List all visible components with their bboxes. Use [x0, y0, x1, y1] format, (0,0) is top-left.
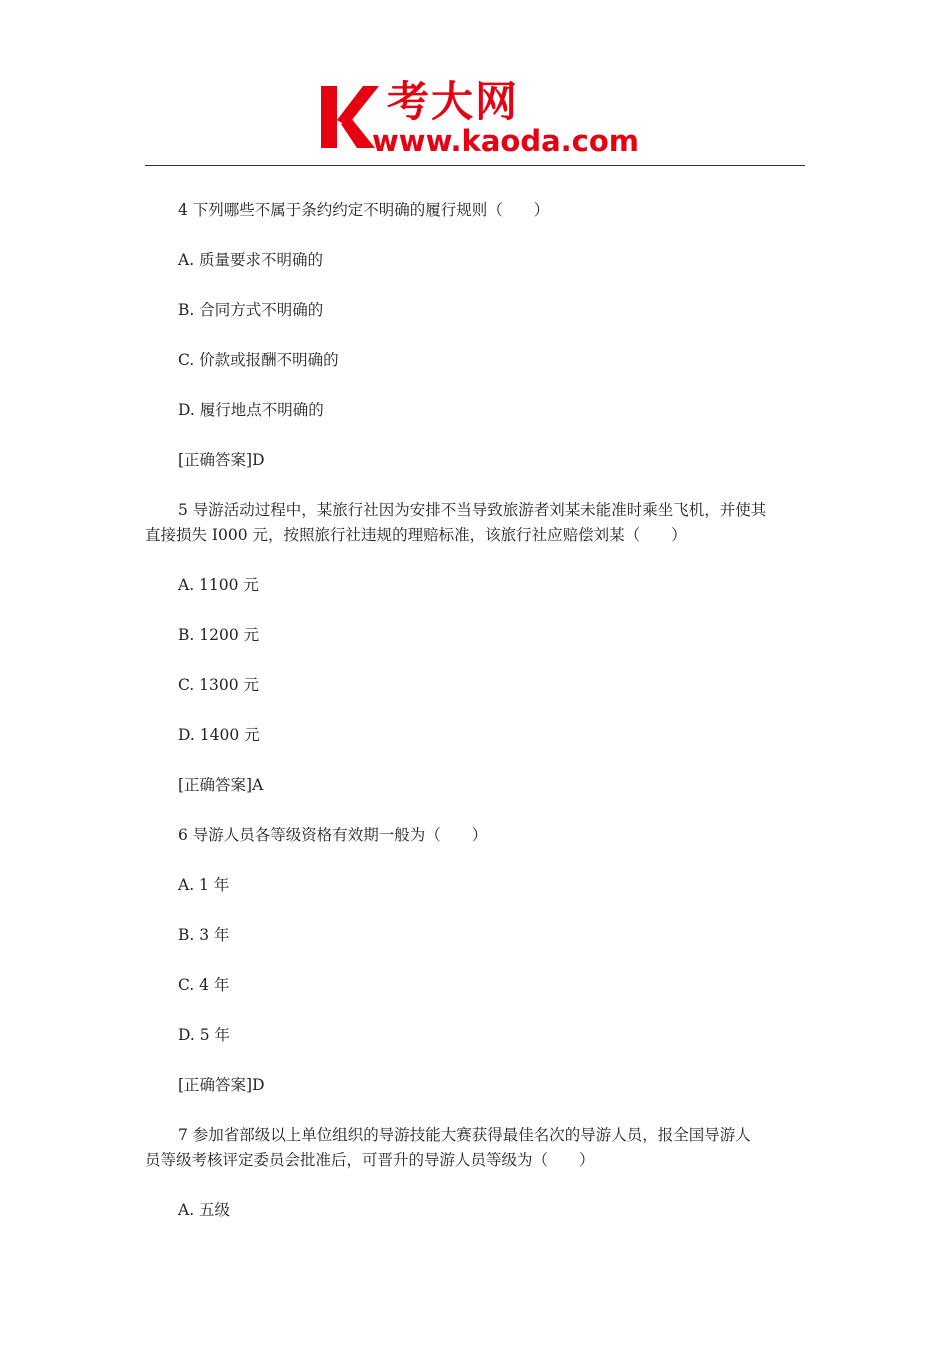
- question-5-option-d: D. 1400 元: [178, 726, 260, 744]
- question-6-option-d: D. 5 年: [178, 1026, 231, 1044]
- page-header: [145, 78, 805, 168]
- question-7-stem: [145, 1123, 807, 1173]
- document-body: [145, 198, 807, 1248]
- question-5-stem-line1: 5 导游活动过程中，某旅行社因为安排不当导致旅游者刘某未能准时乘坐飞机，并使其: [178, 501, 767, 519]
- question-6-stem: 6 导游人员各等级资格有效期一般为（ ）: [178, 826, 488, 844]
- logo-url-text: www.kaoda.com: [372, 124, 639, 158]
- question-5-option-a: A. 1100 元: [178, 576, 259, 594]
- question-4-option-b: B. 合同方式不明确的: [178, 301, 324, 319]
- question-4-option-a: A. 质量要求不明确的: [178, 251, 324, 269]
- question-4-stem: 4 下列哪些不属于条约约定不明确的履行规则（ ）: [178, 201, 550, 219]
- question-7-stem-line1: 7 参加省部级以上单位组织的导游技能大赛获得最佳名次的导游人员，报全国导游人: [178, 1126, 751, 1144]
- question-5-option-c: C. 1300 元: [178, 676, 260, 694]
- logo-chinese-text: 考大网: [387, 77, 520, 126]
- kaoda-logo[interactable]: [317, 78, 642, 158]
- question-5-stem: [145, 498, 807, 548]
- k-logo-icon: [317, 84, 379, 150]
- question-4-option-d: D. 履行地点不明确的: [178, 401, 324, 419]
- header-divider: [145, 165, 805, 166]
- question-6-option-a: A. 1 年: [178, 876, 230, 894]
- question-6-option-b: B. 3 年: [178, 926, 230, 944]
- question-7-option-a: A. 五级: [178, 1201, 231, 1219]
- question-6-answer: [正确答案]D: [178, 1076, 265, 1094]
- question-5-answer: [正确答案]A: [178, 776, 264, 794]
- question-7-stem-line2: 员等级考核评定委员会批准后，可晋升的导游人员等级为（ ）: [145, 1151, 595, 1169]
- question-4-option-c: C. 价款或报酬不明确的: [178, 351, 339, 369]
- question-6-option-c: C. 4 年: [178, 976, 230, 994]
- question-4-answer: [正确答案]D: [178, 451, 265, 469]
- question-5-option-b: B. 1200 元: [178, 626, 260, 644]
- question-5-stem-line2: 直接损失 I000 元，按照旅行社违规的理赔标准，该旅行社应赔偿刘某（ ）: [145, 526, 687, 544]
